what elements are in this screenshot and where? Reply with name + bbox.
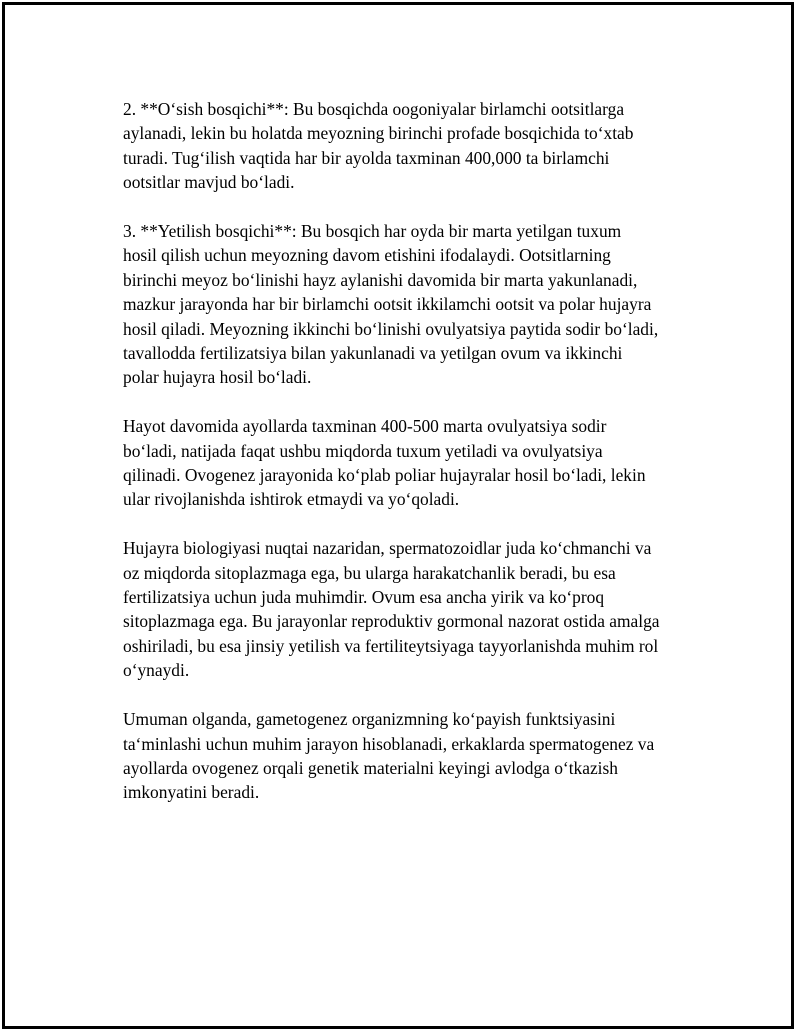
- text-line: aylanadi, lekin bu holatda meyozning birinchi profade bosqichida to‘xtab: [123, 123, 634, 144]
- text-line: Hayot davomida ayollarda taxminan 400-500 marta ovulyatsiya sodir: [123, 416, 607, 437]
- text-line: fertilizatsiya uchun juda muhimdir. Ovum esa ancha yirik va ko‘proq: [123, 587, 605, 608]
- text-line: Umuman olganda, gametogenez organizmning ko‘payish funktsiyasini: [123, 709, 616, 730]
- text-line: 2. **O‘sish bosqichi**: Bu bosqichda oogoniyalar birlamchi ootsitlarga: [123, 99, 625, 119]
- text-line: birinchi meyoz bo‘linishi hayz aylanishi davomida bir marta yakunlanadi,: [123, 269, 638, 290]
- paragraph-conclusion: [123, 707, 703, 805]
- paragraph-ovulation-lifetime: [123, 414, 703, 512]
- text-line: oz miqdorda sitoplazmaga ega, bu ularga harakatchanlik beradi, bu esa: [123, 562, 616, 583]
- page-frame: [2, 2, 794, 1029]
- text-line: sitoplazmaga ega. Bu jarayonlar reproduktiv gormonal nazorat ostida amalga: [123, 611, 660, 632]
- paragraph-cell-biology: [123, 536, 703, 682]
- text-line: polar hujayra hosil bo‘ladi.: [123, 367, 312, 388]
- text-line: bo‘ladi, natijada faqat ushbu miqdorda tuxum yetiladi va ovulyatsiya: [123, 440, 603, 461]
- text-line: imkonyatini beradi.: [123, 782, 260, 803]
- text-line: ular rivojlanishda ishtirok etmaydi va yo‘qoladi.: [123, 489, 460, 510]
- text-line: mazkur jarayonda har bir birlamchi ootsit ikkilamchi ootsit va polar hujayra: [123, 294, 652, 315]
- text-line: Hujayra biologiyasi nuqtai nazaridan, spermatozoidlar juda ko‘chmanchi va: [123, 538, 652, 559]
- text-line: ta‘minlashi uchun muhim jarayon hisoblanadi, erkaklarda spermatogenez va: [123, 733, 655, 754]
- text-line: qilinadi. Ovogenez jarayonida ko‘plab poliar hujayralar hosil bo‘ladi, lekin: [123, 465, 646, 486]
- text-line: ayollarda ovogenez orqali genetik materialni keyingi avlodga o‘tkazish: [123, 757, 618, 778]
- text-line: 3. **Yetilish bosqichi**: Bu bosqich har oyda bir marta yetilgan tuxum: [123, 221, 622, 242]
- text-line: hosil qilish uchun meyozning davom etishini ifodalaydi. Ootsitlarning: [123, 245, 611, 266]
- paragraph-growth-stage: [123, 97, 703, 195]
- paragraph-maturation-stage: [123, 219, 703, 390]
- text-line: hosil qiladi. Meyozning ikkinchi bo‘linishi ovulyatsiya paytida sodir bo‘ladi,: [123, 318, 659, 339]
- text-line: oshiriladi, bu esa jinsiy yetilish va fertiliteytsiyaga tayyorlanishda muhim rol: [123, 635, 659, 656]
- document-body: [123, 97, 703, 829]
- text-line: tavallodda fertilizatsiya bilan yakunlanadi va yetilgan ovum va ikkinchi: [123, 343, 623, 364]
- text-line: o‘ynaydi.: [123, 660, 190, 681]
- text-line: turadi. Tug‘ilish vaqtida har bir ayolda taxminan 400,000 ta birlamchi: [123, 147, 610, 168]
- text-line: ootsitlar mavjud bo‘ladi.: [123, 172, 295, 193]
